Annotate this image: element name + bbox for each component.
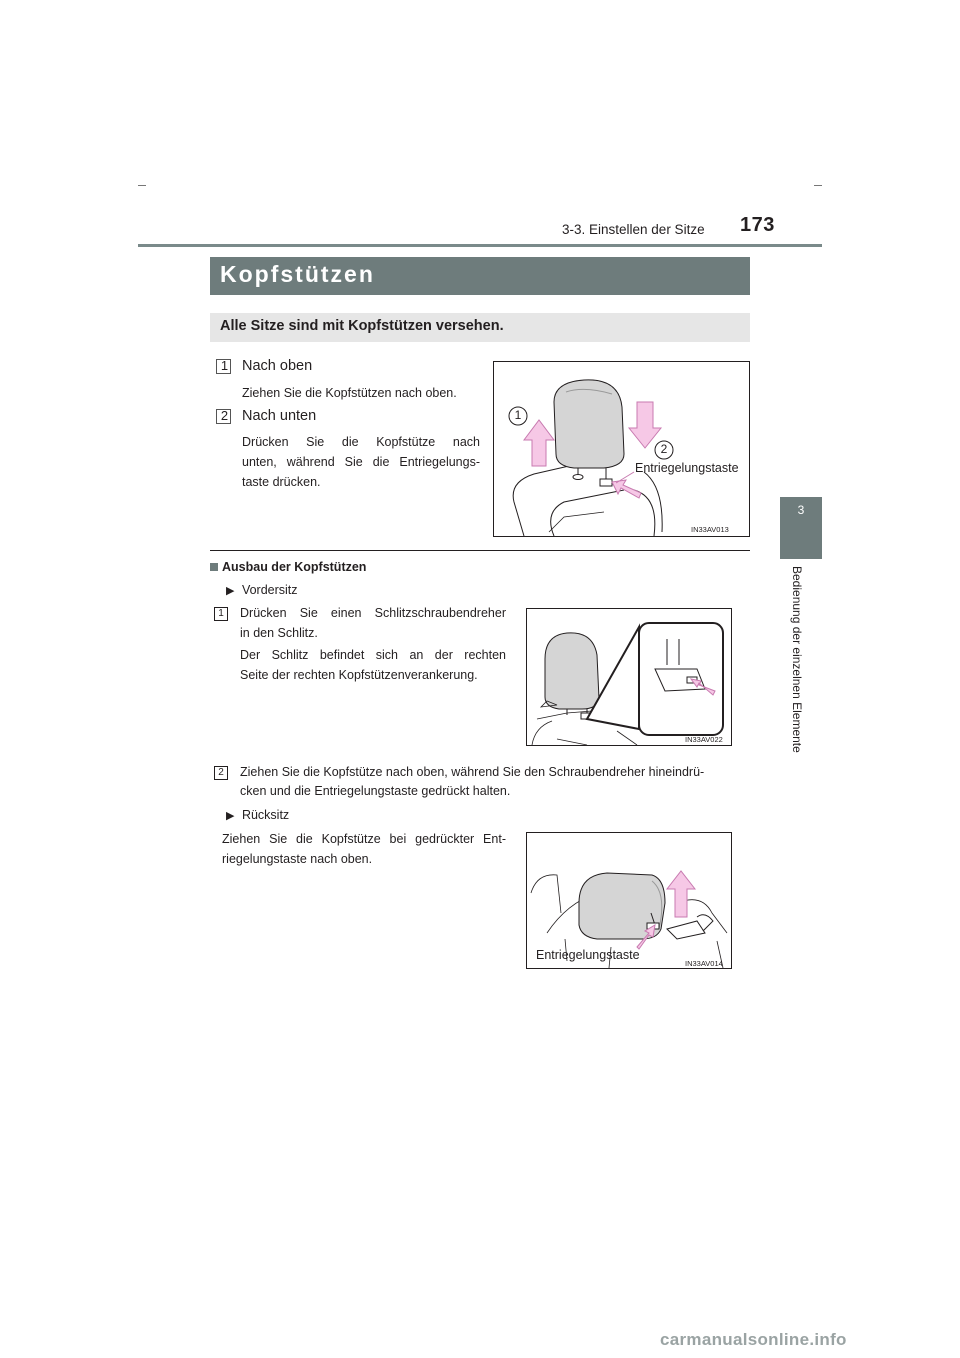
crop-mark <box>138 185 146 186</box>
item-number-box <box>216 359 231 374</box>
item-text-down-line2: unten, während Sie die Entriegelungs- <box>242 455 480 469</box>
front-seat-row <box>226 580 298 601</box>
page-number: 173 <box>740 214 775 236</box>
figure-code: IN33AV013 <box>691 525 729 534</box>
figure-code: IN33AV014 <box>685 959 723 968</box>
figure-headrest-adjust <box>493 361 750 537</box>
item-title-down: Nach unten <box>242 408 317 424</box>
rear-seat-row <box>226 805 289 826</box>
step1-line2: in den Schlitz. <box>240 626 318 640</box>
removal-heading-row <box>210 560 366 574</box>
front-seat-label: Vordersitz <box>241 583 298 597</box>
step-number-2: 2 <box>214 766 228 780</box>
section-reference: 3-3. Einstellen der Sitze <box>562 222 705 237</box>
step-number-1: 1 <box>214 607 228 621</box>
page-title: Kopfstützen <box>220 261 375 287</box>
title-bar <box>210 257 750 295</box>
rear-seat-label: Rücksitz <box>241 808 290 822</box>
heading-bullet <box>210 563 218 571</box>
subtitle-bar <box>210 313 750 342</box>
triangle-bullet: ▶ <box>226 810 235 822</box>
item-text-up: Ziehen Sie die Kopfstützen nach oben. <box>242 386 457 400</box>
section-divider <box>210 550 750 551</box>
item-number-2: 2 <box>220 408 229 423</box>
watermark: carmanualsonline.info <box>660 1330 847 1349</box>
chapter-tab <box>780 497 822 559</box>
item-text-down-line3: taste drücken. <box>242 475 321 489</box>
figure-rear-removal <box>526 832 732 969</box>
item-number-box <box>216 409 231 424</box>
figure-code: IN33AV022 <box>685 735 723 744</box>
release-button-label: Entriegelungstaste <box>635 461 739 475</box>
step1-line1: Drücken Sie einen Schlitzschraubendreher <box>240 606 506 620</box>
rear-line1: Ziehen Sie die Kopfstütze bei gedrückter Ent- <box>222 832 506 846</box>
removal-heading: Ausbau der Kopfstützen <box>222 560 367 574</box>
step2-line2: cken und die Entriegelungstaste gedrückt halten. <box>240 784 511 798</box>
item-title-up: Nach oben <box>242 358 313 374</box>
step1-note-line1: Der Schlitz befindet sich an der rechten <box>240 648 506 662</box>
callout-1: 1 <box>514 408 522 422</box>
header-rule <box>138 244 822 247</box>
chapter-number: 3 <box>797 503 805 517</box>
chapter-title: Bedienung der einzelnen Elemente <box>790 566 804 753</box>
headrest-adjust-illustration <box>494 362 749 536</box>
callout-2: 2 <box>660 442 668 456</box>
rear-line2: riegelungstaste nach oben. <box>222 852 373 866</box>
chapter-title-vertical <box>788 566 808 771</box>
triangle-bullet: ▶ <box>226 585 235 597</box>
step1-note-line2: Seite der rechten Kopfstützenverankerung. <box>240 668 478 682</box>
crop-mark <box>814 185 822 186</box>
item-text-down-line1: Drücken Sie die Kopfstütze nach <box>242 435 480 449</box>
figure-front-removal <box>526 608 732 746</box>
subtitle: Alle Sitze sind mit Kopfstützen versehen. <box>220 318 504 334</box>
step2-line1: Ziehen Sie die Kopfstütze nach oben, während Sie den Schraubendreher hineindrü- <box>240 765 705 779</box>
release-button-label: Entriegelungstaste <box>536 948 640 962</box>
front-removal-illustration <box>527 609 731 745</box>
item-number-1: 1 <box>220 358 229 373</box>
